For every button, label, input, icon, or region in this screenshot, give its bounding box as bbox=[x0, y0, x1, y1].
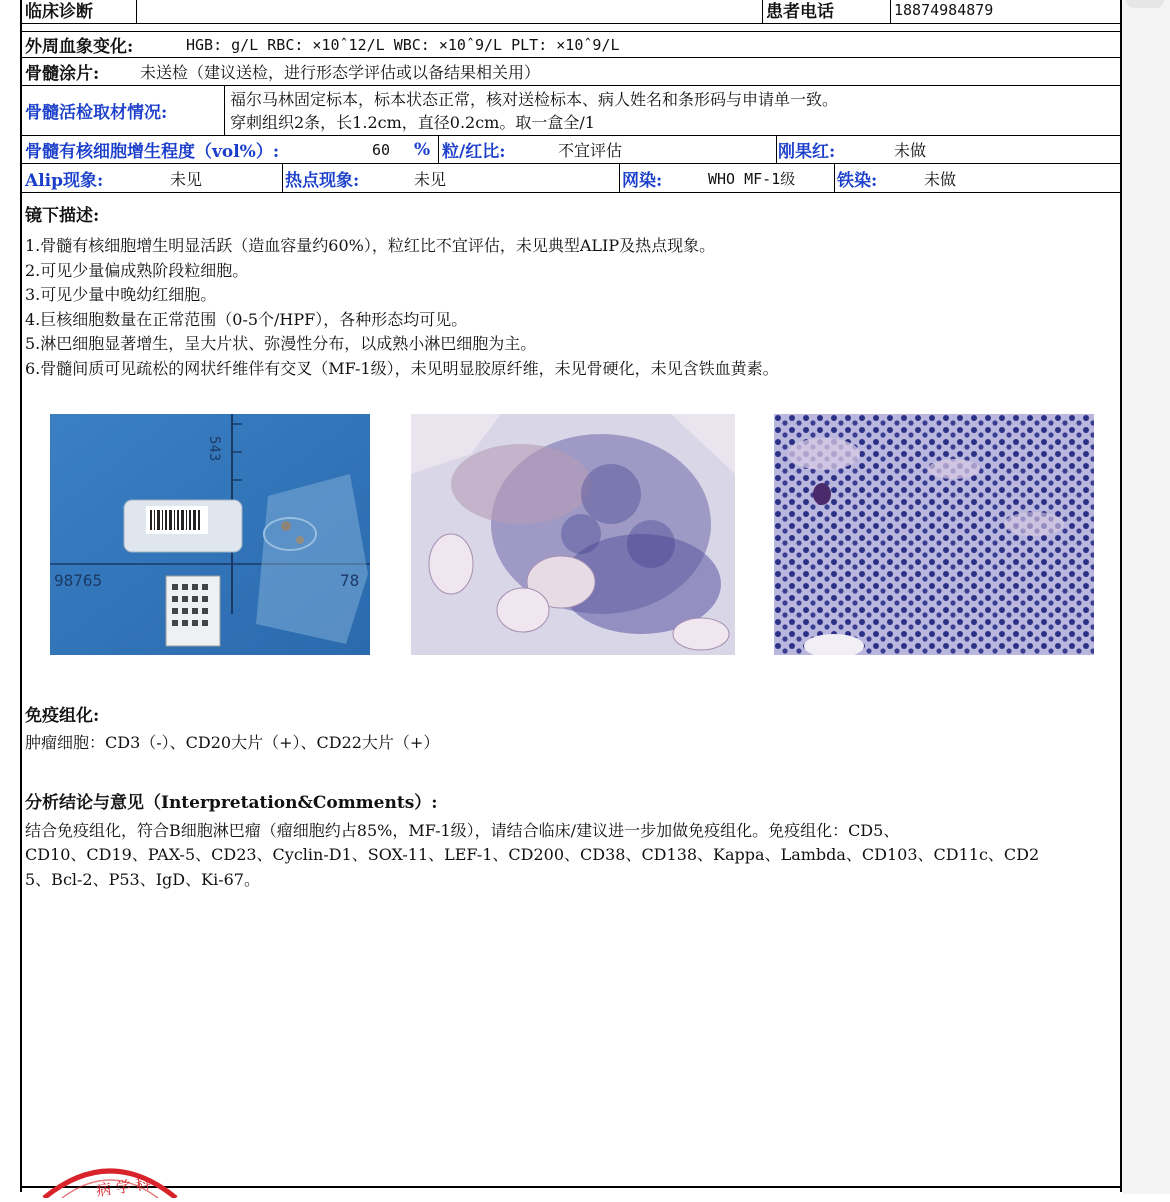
svg-text:543: 543 bbox=[206, 436, 222, 462]
iron-stain-value: 未做 bbox=[924, 169, 957, 189]
alip-label: Alip现象: bbox=[25, 170, 104, 191]
svg-text:98765: 98765 bbox=[54, 571, 103, 590]
biopsy-sampling-line1: 福尔马林固定标本，标本状态正常，核对送检标本、病人姓名和条形码与申请单一致。 bbox=[230, 90, 839, 109]
blood-changes-value: HGB: g/L RBC: ×10ˆ12/L WBC: ×10ˆ9/L PLT: ×10ˆ9/L bbox=[186, 35, 620, 54]
microscopy-title: 镜下描述: bbox=[25, 206, 100, 226]
header-row bbox=[22, 0, 1122, 24]
conclusion-line: 结合免疫组化，符合B细胞淋巴瘤（瘤细胞约占85%，MF-1级），请结合临床/建议进一步加做免疫组化。免疫组化：CD5、 bbox=[25, 821, 900, 840]
svg-text:78: 78 bbox=[340, 571, 360, 590]
biopsy-sampling-label: 骨髓活检取材情况: bbox=[25, 103, 168, 123]
histology-low-power-image bbox=[411, 414, 735, 655]
divider bbox=[22, 24, 1122, 32]
immuno-title: 免疫组化: bbox=[25, 706, 100, 726]
cellularity-unit: % bbox=[414, 139, 431, 160]
patient-phone-label: 患者电话 bbox=[766, 2, 834, 22]
me-ratio-label: 粒/红比: bbox=[442, 142, 506, 162]
alip-value: 未见 bbox=[170, 169, 203, 189]
microscopy-line: 3.可见少量中晚幼红细胞。 bbox=[25, 285, 217, 304]
histology-high-power-image bbox=[774, 414, 1094, 655]
marrow-smear-value: 未送检（建议送检，进行形态学评估或以备结果相关用） bbox=[140, 63, 541, 82]
reticulin-label: 网染: bbox=[622, 170, 663, 191]
reticulin-value: WHO MF-1级 bbox=[708, 169, 796, 188]
stains-row bbox=[22, 164, 1122, 193]
cellularity-value: 60 bbox=[372, 140, 391, 159]
scrollbar-thumb[interactable] bbox=[1126, 0, 1164, 8]
conclusion-title: 分析结论与意见（Interpretation&Comments）: bbox=[25, 793, 438, 813]
conclusion-line: CD10、CD19、PAX-5、CD23、Cyclin-D1、SOX-11、LEF-1、CD200、CD38、CD138、Kappa、Lambda、CD103、CD11c、CD2 bbox=[25, 845, 1040, 864]
immuno-text: 肿瘤细胞：CD3（-）、CD20大片（+）、CD22大片（+） bbox=[25, 733, 440, 752]
pathology-report bbox=[20, 0, 1122, 1192]
microscopy-line: 1.骨髓有核细胞增生明显活跃（造血容量约60%），粒红比不宜评估，未见典型ALIP及热点现象。 bbox=[25, 236, 716, 255]
cellularity-row bbox=[22, 136, 1122, 164]
marrow-smear-row bbox=[22, 58, 1122, 86]
biopsy-sampling-line2: 穿刺组织2条，长1.2cm，直径0.2cm。取一盒全/1 bbox=[230, 113, 595, 132]
official-seal-stamp bbox=[40, 1158, 180, 1202]
conclusion-line: 5、Bcl-2、P53、IgD、Ki-67。 bbox=[25, 870, 260, 889]
blood-changes-label: 外周血象变化: bbox=[25, 37, 134, 57]
iron-stain-label: 铁染: bbox=[837, 170, 878, 191]
microscopy-line: 2.可见少量偏成熟阶段粒细胞。 bbox=[25, 261, 249, 280]
microscopy-line: 5.淋巴细胞显著增生，呈大片状、弥漫性分布，以成熟小淋巴细胞为主。 bbox=[25, 334, 537, 353]
bottom-border bbox=[22, 1186, 1122, 1188]
specimen-photo bbox=[50, 414, 370, 655]
hotspot-value: 未见 bbox=[414, 169, 447, 189]
blood-changes-row bbox=[22, 32, 1122, 58]
clinical-diagnosis-label: 临床诊断 bbox=[25, 2, 93, 22]
microscopy-line: 4.巨核细胞数量在正常范围（0-5个/HPF），各种形态均可见。 bbox=[25, 310, 468, 329]
microscopy-line: 6.骨髓间质可见疏松的网状纤维伴有交叉（MF-1级），未见明显胶原纤维，未见骨硬化，未见含铁血黄素。 bbox=[25, 359, 779, 378]
marrow-smear-label: 骨髓涂片: bbox=[25, 64, 100, 84]
cellularity-label: 骨髓有核细胞增生程度（vol%）: bbox=[25, 142, 280, 162]
scrollbar[interactable] bbox=[1122, 0, 1170, 1194]
svg-text:病 学 科: 病 学 科 bbox=[95, 1174, 152, 1198]
patient-phone-value: 18874984879 bbox=[894, 0, 994, 19]
congo-red-label: 刚果红: bbox=[778, 142, 836, 162]
hotspot-label: 热点现象: bbox=[285, 170, 360, 191]
biopsy-sampling-row bbox=[22, 86, 1122, 136]
me-ratio-value: 不宜评估 bbox=[558, 141, 623, 160]
congo-red-value: 未做 bbox=[894, 141, 927, 160]
